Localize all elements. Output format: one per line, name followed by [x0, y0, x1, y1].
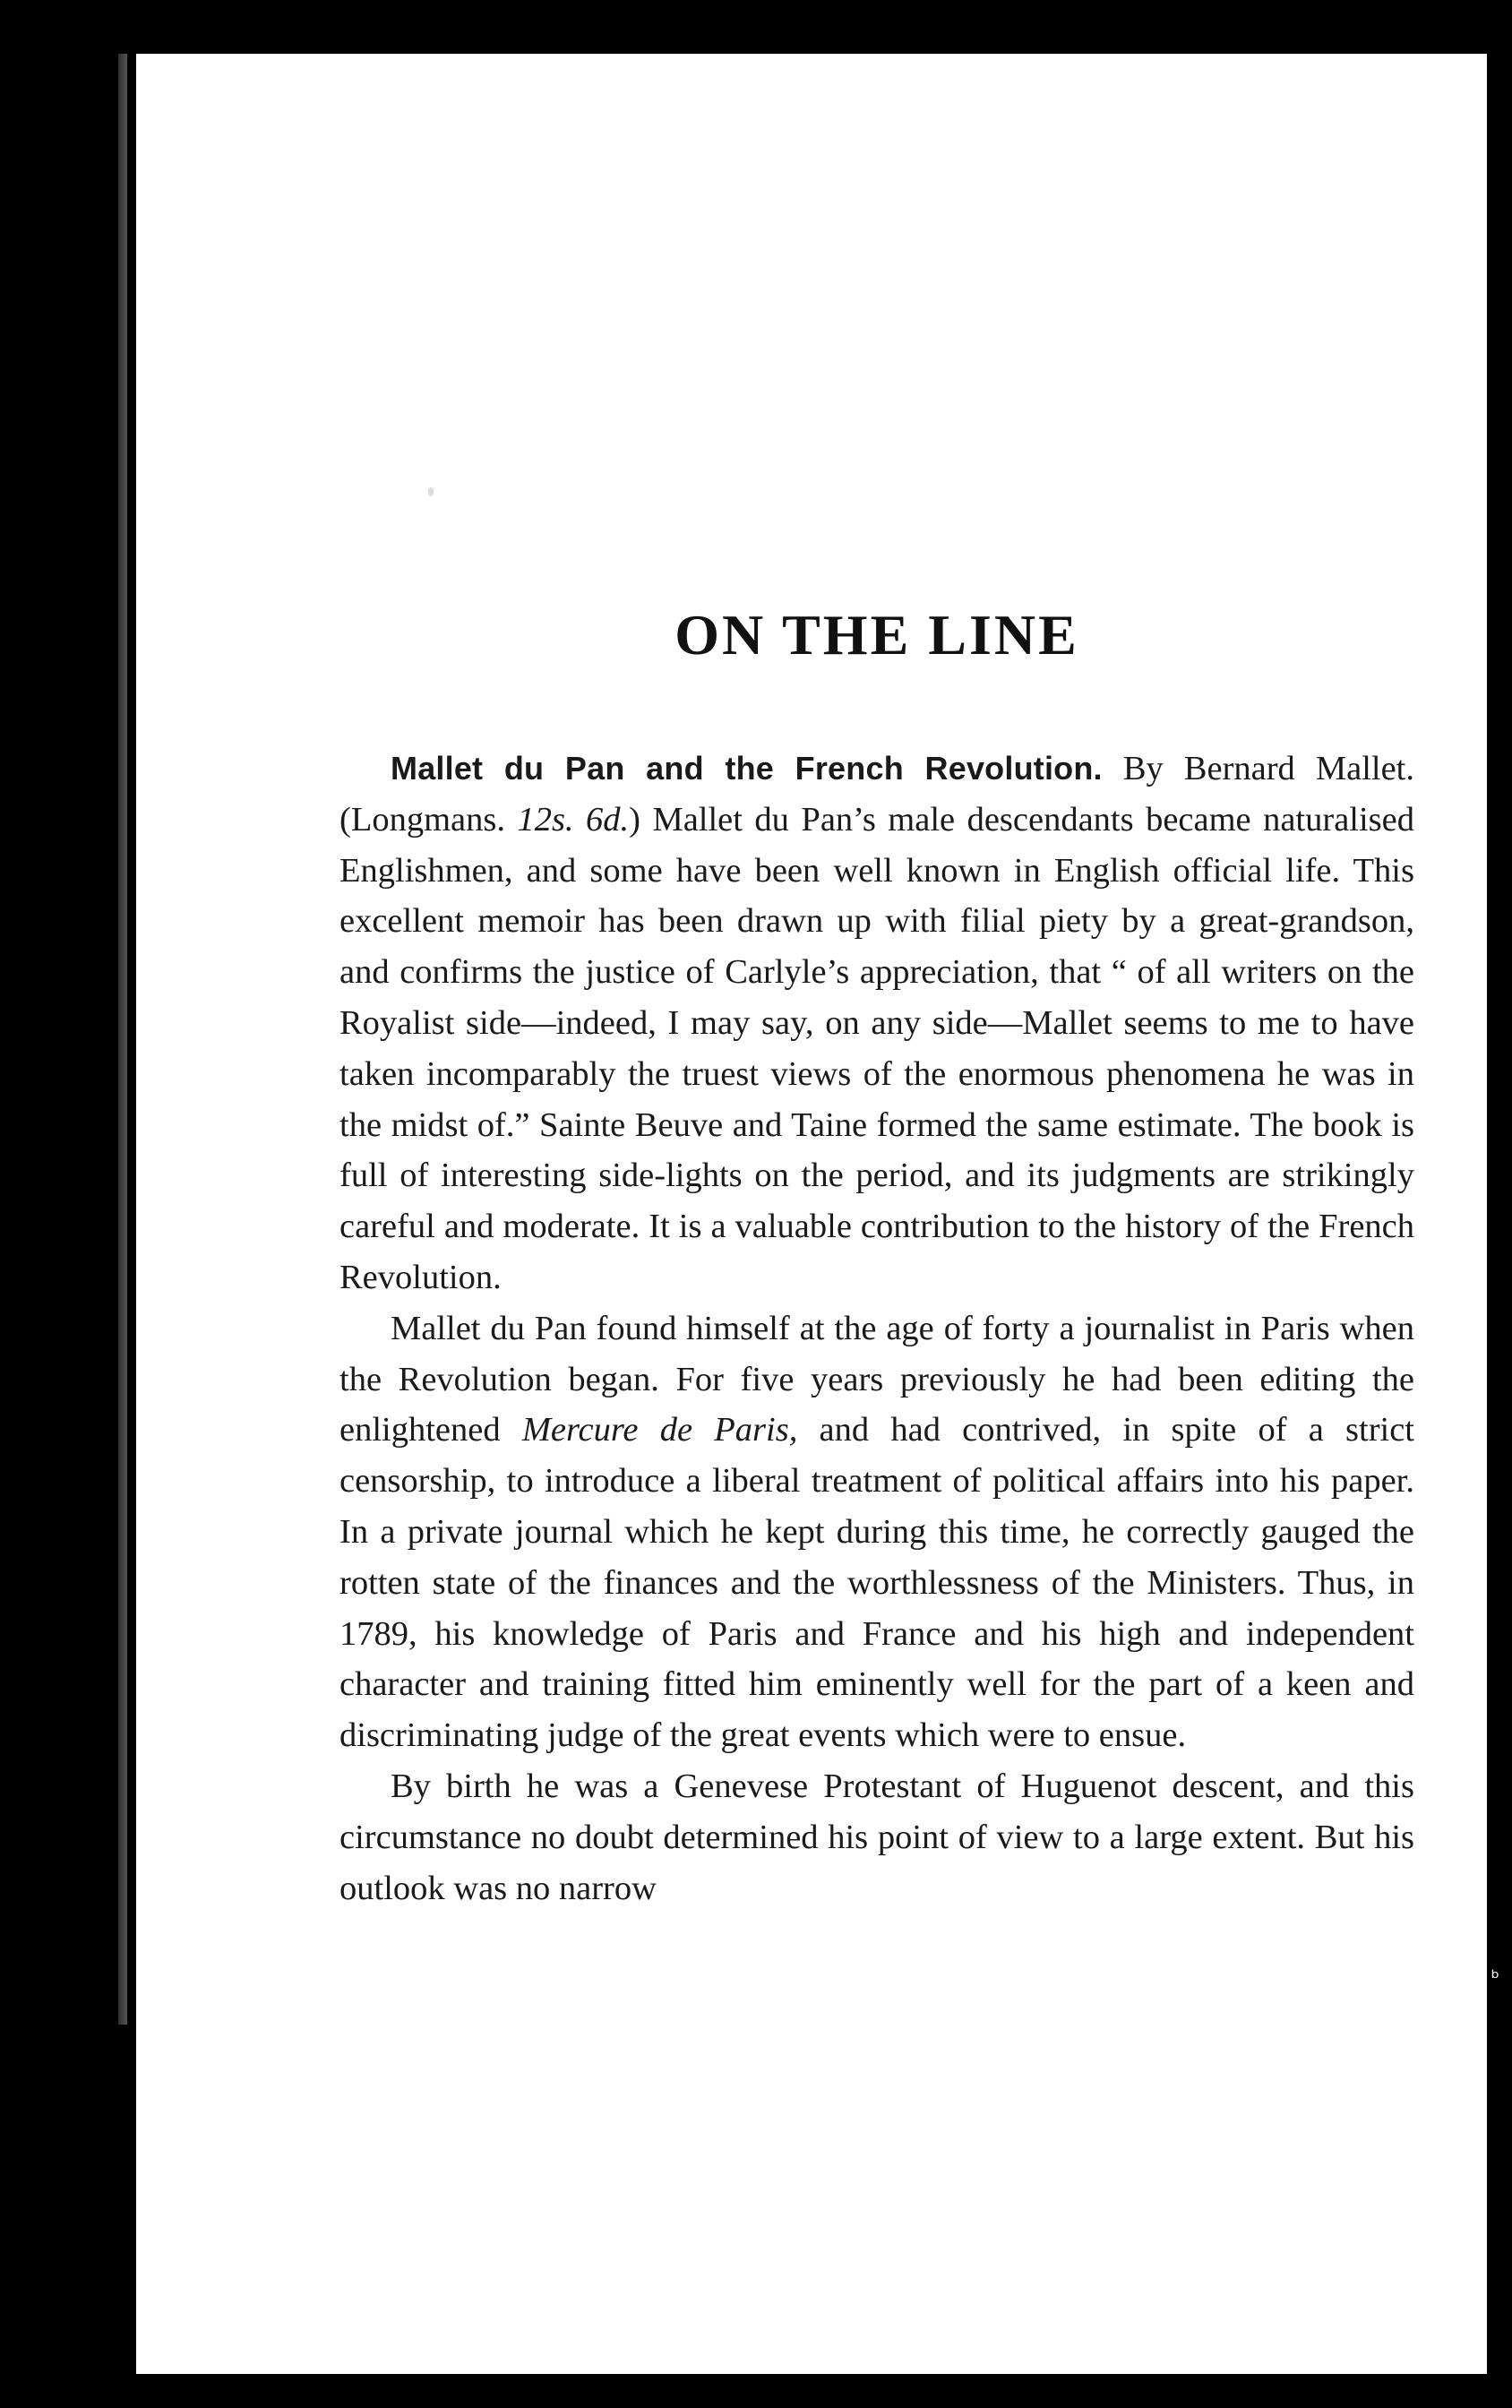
price-pence: 6d.: [586, 800, 630, 838]
dust-speck: [428, 487, 434, 496]
book-title: Mallet du Pan and the French Revolution.: [391, 750, 1103, 787]
review-body: [339, 744, 1414, 1914]
binding-gutter: [118, 54, 127, 2025]
journal-title: Mercure de Paris,: [521, 1411, 798, 1449]
paragraph-1: [339, 744, 1414, 1303]
edge-mark: ᵇ: [1491, 1967, 1499, 1990]
paragraph-2-start: Mallet du Pan found himself at the age of forty a journalist in Paris when the Revolution began. For five years previously he had been editing the enlightened: [339, 1309, 1414, 1449]
page-title: ON THE LINE: [674, 603, 1079, 666]
paragraph-2: [339, 1303, 1414, 1761]
paragraph-1-text: ) Mallet du Pan’s male descendants became naturalised Englishmen, and some have been well known in English official life. This excellent memoir has been drawn up with filial piety by a great-grandson, and confirms the justice of Carlyle’s appreciation, that “ of all writers on the Royalist side—indeed, I may say, on any side—Mallet seems to me to have taken incomparably the truest views of the enormous phenomena he was in the midst of.” Sainte Beuve and Taine formed the same estimate. The book is full of interesting side-lights on the period, and its judgments are strikingly careful and moderate. It is a valuable contribution to the history of the French Revolution.: [339, 800, 1415, 1296]
document-page: [136, 54, 1487, 2374]
price-shillings: 12s.: [517, 800, 574, 838]
paragraph-3: By birth he was a Genevese Protestant of Huguenot descent, and this circumstance no doubt determined his point of view to a large extent. But his outlook was no narrow: [339, 1767, 1414, 1907]
paragraph-2-end: and had contrived, in spite of a strict censorship, to introduce a liberal treatment of political affairs into his paper. In a private journal which he kept during this time, he correctly gauged the rotten state of the finances and the worthlessness of the Ministers. Thus, in 1789, his knowledge of Paris and France and his high and independent character and training fitted him eminently well for the part of a keen and discriminating judge of the great events which were to ensue.: [339, 1411, 1415, 1755]
author-line: By Bernard Mallet. (Longmans.: [339, 750, 1415, 838]
